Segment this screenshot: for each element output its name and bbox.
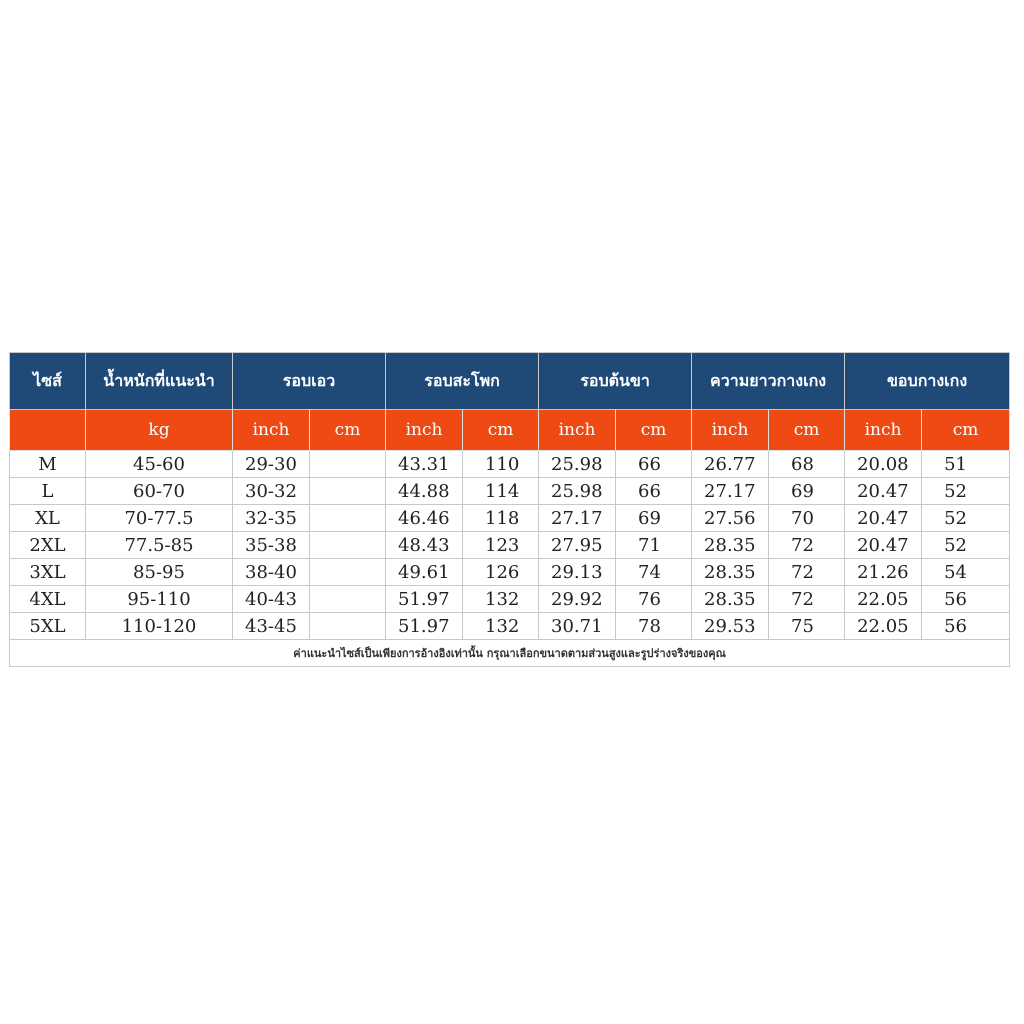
hem-inch-cell: 20.47 <box>845 505 922 532</box>
unit-blank <box>10 410 86 451</box>
thigh-cm-cell: 76 <box>616 586 692 613</box>
unit-weight: kg <box>86 410 233 451</box>
note-row <box>10 640 1010 667</box>
weight-cell: 60-70 <box>86 478 233 505</box>
unit-length-cm: cm <box>769 410 845 451</box>
header-weight: น้ำหนักที่แนะนำ <box>86 353 233 410</box>
length-inch-cell: 27.56 <box>692 505 769 532</box>
header-row <box>10 353 1010 410</box>
hem-cm-cell: 52 <box>922 505 1010 532</box>
hem-cm-cell: 52 <box>922 532 1010 559</box>
thigh-inch-cell: 27.95 <box>539 532 616 559</box>
thigh-cm-cell: 66 <box>616 478 692 505</box>
table-row <box>10 586 1010 613</box>
thigh-cm-cell: 69 <box>616 505 692 532</box>
waist-cm-cell <box>310 613 386 640</box>
hip-inch-cell: 51.97 <box>386 586 463 613</box>
hem-inch-cell: 20.47 <box>845 532 922 559</box>
unit-hip-cm: cm <box>463 410 539 451</box>
unit-length-inch: inch <box>692 410 769 451</box>
header-pants-hem: ขอบกางเกง <box>845 353 1010 410</box>
size-cell: M <box>10 451 86 478</box>
unit-row <box>10 410 1010 451</box>
size-cell: XL <box>10 505 86 532</box>
length-inch-cell: 29.53 <box>692 613 769 640</box>
waist-inch-cell: 40-43 <box>233 586 310 613</box>
size-cell: L <box>10 478 86 505</box>
table-row <box>10 478 1010 505</box>
header-hip: รอบสะโพก <box>386 353 539 410</box>
waist-cm-cell <box>310 586 386 613</box>
length-cm-cell: 72 <box>769 559 845 586</box>
thigh-inch-cell: 29.92 <box>539 586 616 613</box>
weight-cell: 85-95 <box>86 559 233 586</box>
thigh-cm-cell: 66 <box>616 451 692 478</box>
size-chart-table <box>9 352 1010 667</box>
hip-cm-cell: 126 <box>463 559 539 586</box>
header-waist: รอบเอว <box>233 353 386 410</box>
size-cell: 4XL <box>10 586 86 613</box>
hem-inch-cell: 20.08 <box>845 451 922 478</box>
hip-cm-cell: 110 <box>463 451 539 478</box>
unit-waist-cm: cm <box>310 410 386 451</box>
hip-inch-cell: 51.97 <box>386 613 463 640</box>
table-row <box>10 451 1010 478</box>
header-thigh: รอบต้นขา <box>539 353 692 410</box>
length-cm-cell: 69 <box>769 478 845 505</box>
hem-cm-cell: 56 <box>922 586 1010 613</box>
size-cell: 3XL <box>10 559 86 586</box>
thigh-inch-cell: 30.71 <box>539 613 616 640</box>
weight-cell: 95-110 <box>86 586 233 613</box>
unit-thigh-cm: cm <box>616 410 692 451</box>
length-cm-cell: 72 <box>769 586 845 613</box>
length-cm-cell: 68 <box>769 451 845 478</box>
hem-cm-cell: 54 <box>922 559 1010 586</box>
waist-inch-cell: 29-30 <box>233 451 310 478</box>
waist-inch-cell: 35-38 <box>233 532 310 559</box>
thigh-inch-cell: 29.13 <box>539 559 616 586</box>
unit-waist-inch: inch <box>233 410 310 451</box>
weight-cell: 45-60 <box>86 451 233 478</box>
thigh-cm-cell: 74 <box>616 559 692 586</box>
thigh-inch-cell: 25.98 <box>539 478 616 505</box>
length-cm-cell: 75 <box>769 613 845 640</box>
weight-cell: 110-120 <box>86 613 233 640</box>
weight-cell: 77.5-85 <box>86 532 233 559</box>
waist-cm-cell <box>310 505 386 532</box>
unit-hem-inch: inch <box>845 410 922 451</box>
length-inch-cell: 28.35 <box>692 586 769 613</box>
header-pants-length: ความยาวกางเกง <box>692 353 845 410</box>
hem-inch-cell: 21.26 <box>845 559 922 586</box>
hip-cm-cell: 132 <box>463 613 539 640</box>
waist-inch-cell: 32-35 <box>233 505 310 532</box>
waist-inch-cell: 43-45 <box>233 613 310 640</box>
unit-hem-cm: cm <box>922 410 1010 451</box>
table-row <box>10 532 1010 559</box>
waist-cm-cell <box>310 451 386 478</box>
hem-inch-cell: 22.05 <box>845 586 922 613</box>
waist-inch-cell: 38-40 <box>233 559 310 586</box>
hem-cm-cell: 51 <box>922 451 1010 478</box>
hip-cm-cell: 118 <box>463 505 539 532</box>
waist-inch-cell: 30-32 <box>233 478 310 505</box>
hem-cm-cell: 56 <box>922 613 1010 640</box>
table-row <box>10 559 1010 586</box>
hip-cm-cell: 114 <box>463 478 539 505</box>
length-inch-cell: 27.17 <box>692 478 769 505</box>
hip-cm-cell: 132 <box>463 586 539 613</box>
weight-cell: 70-77.5 <box>86 505 233 532</box>
hip-inch-cell: 44.88 <box>386 478 463 505</box>
hip-inch-cell: 46.46 <box>386 505 463 532</box>
waist-cm-cell <box>310 532 386 559</box>
thigh-cm-cell: 71 <box>616 532 692 559</box>
length-inch-cell: 26.77 <box>692 451 769 478</box>
hip-inch-cell: 48.43 <box>386 532 463 559</box>
thigh-cm-cell: 78 <box>616 613 692 640</box>
length-cm-cell: 70 <box>769 505 845 532</box>
size-cell: 5XL <box>10 613 86 640</box>
hem-inch-cell: 20.47 <box>845 478 922 505</box>
size-cell: 2XL <box>10 532 86 559</box>
length-inch-cell: 28.35 <box>692 559 769 586</box>
hem-inch-cell: 22.05 <box>845 613 922 640</box>
header-size: ไซส์ <box>10 353 86 410</box>
waist-cm-cell <box>310 478 386 505</box>
thigh-inch-cell: 27.17 <box>539 505 616 532</box>
unit-thigh-inch: inch <box>539 410 616 451</box>
hip-cm-cell: 123 <box>463 532 539 559</box>
table-row <box>10 505 1010 532</box>
hip-inch-cell: 43.31 <box>386 451 463 478</box>
hem-cm-cell: 52 <box>922 478 1010 505</box>
length-inch-cell: 28.35 <box>692 532 769 559</box>
thigh-inch-cell: 25.98 <box>539 451 616 478</box>
table-row <box>10 613 1010 640</box>
waist-cm-cell <box>310 559 386 586</box>
length-cm-cell: 72 <box>769 532 845 559</box>
size-note: ค่าแนะนำไซส์เป็นเพียงการอ้างอิงเท่านั้น กรุณาเลือกขนาดตามส่วนสูงและรูปร่างจริงของคุณ <box>10 640 1010 667</box>
unit-hip-inch: inch <box>386 410 463 451</box>
hip-inch-cell: 49.61 <box>386 559 463 586</box>
